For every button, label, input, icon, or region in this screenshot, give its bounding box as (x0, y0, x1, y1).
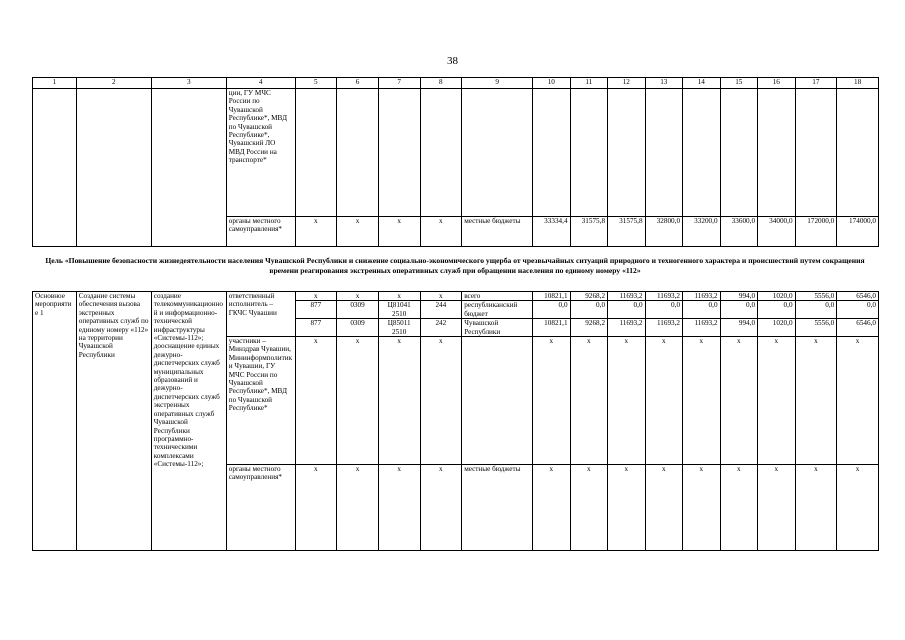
participants-cell: участники – Минздрав Чувашии, Мининформполитики Чувашии, ГУ МЧС России по Чувашской Республике*, МВД по Чувашской Республике* (226, 337, 295, 465)
source-cell: местные бюджеты (462, 217, 533, 247)
table-row (33, 89, 879, 217)
measure-description-cell: создание телекоммуникационной и информационно-технической инфраструктуры «Системы-112»; дооснащение единых дежурно-диспетчерских служб муниципальных образований и дежурно-диспетчерских служб экстренных оперативных служб Чувашской Республики программно-техническими комплексами «Системы-112»; (151, 292, 226, 551)
col-header: 17 (795, 78, 837, 89)
executor-cell: органы местного самоуправления* (226, 217, 295, 247)
executor-cell: органы местного самоуправления* (226, 465, 295, 551)
col-header: 6 (337, 78, 379, 89)
col-header: 3 (151, 78, 226, 89)
col-header: 15 (720, 78, 758, 89)
goal-text: «Повышение безопасности жизнедеятельности населения Чувашской Республики и снижение социально-экономического ущерба от чрезвычайных ситуаций природного и техногенного характера и происшествий путем сокращения времени реагирования экстренных оперативных служб при обращении населения по единому номеру «112» (64, 256, 865, 275)
table-row: участники – Минздрав Чувашии, Мининформполитики Чувашии, ГУ МЧС России по Чувашской Республике*, МВД по Чувашской Республике* x x x x x x x x x x x x x (33, 337, 879, 465)
goal-heading (40, 256, 870, 275)
measure-name-cell: Создание системы обеспечения вызова экстренных оперативных служб по единому номеру «112» на территории Чувашской Республики (76, 292, 151, 551)
participants-cell: ции, ГУ МЧС России по Чувашской Республике*, МВД по Чувашской Республике*, Чувашский ЛО МВД России на транспорте* (226, 89, 295, 217)
program-table-continuation (32, 77, 879, 247)
measure-title-cell: Основное мероприятие 1 (33, 292, 77, 551)
table-row: органы местного самоуправления* x x x x местные бюджеты x x x x x x x x x (33, 465, 879, 551)
col-header: 16 (758, 78, 796, 89)
col-header: 11 (570, 78, 608, 89)
col-header: 7 (378, 78, 420, 89)
col-header: 18 (837, 78, 879, 89)
table-row: Основное мероприятие 1 Создание системы обеспечения вызова экстренных оперативных служб по единому номеру «112» на территории Чувашской Республики создание телекоммуникационной и информационно-технической инфраструктуры «Системы-112»; дооснащение единых дежурно-диспетчерских служб муниципальных образований и дежурно-диспетчерских служб экстренных оперативных служб Чувашской Республики программно-техническими комплексами «Системы-112»; ответственный исполнитель – ГКЧС Чувашии x x x x всего 10821,1 9268,2 11693,2 11693,2 11693,2 994,0 1020,0 5556,0 6546,0 (33, 292, 879, 301)
measure-table (32, 291, 879, 551)
col-header: 10 (533, 78, 571, 89)
column-number-row (33, 78, 879, 89)
col-header: 8 (420, 78, 462, 89)
table-row: органы местного самоуправления* x x x x местные бюджеты 33334,4 31575,8 31575,8 32800,0 33200,0 33600,0 34000,0 172000,0 174000,0 (33, 217, 879, 247)
table-row: 877 0309 Ц85011 2510 242 Чувашской Республики 10821,1 9268,2 11693,2 11693,2 11693,2 994,0 1020,0 5556,0 6546,0 (33, 319, 879, 337)
page-number: 38 (447, 55, 458, 67)
table-row: 877 0309 Ц81041 2510 244 республиканский бюджет 0,0 0,0 0,0 0,0 0,0 0,0 0,0 0,0 0,0 (33, 301, 879, 319)
goal-label: Цель (45, 256, 63, 265)
col-header: 9 (462, 78, 533, 89)
col-header: 4 (226, 78, 295, 89)
col-header: 13 (645, 78, 683, 89)
col-header: 1 (33, 78, 77, 89)
col-header: 14 (683, 78, 721, 89)
col-header: 2 (76, 78, 151, 89)
responsible-executor-cell: ответственный исполнитель – ГКЧС Чувашии (226, 292, 295, 337)
col-header: 12 (608, 78, 646, 89)
col-header: 5 (295, 78, 337, 89)
